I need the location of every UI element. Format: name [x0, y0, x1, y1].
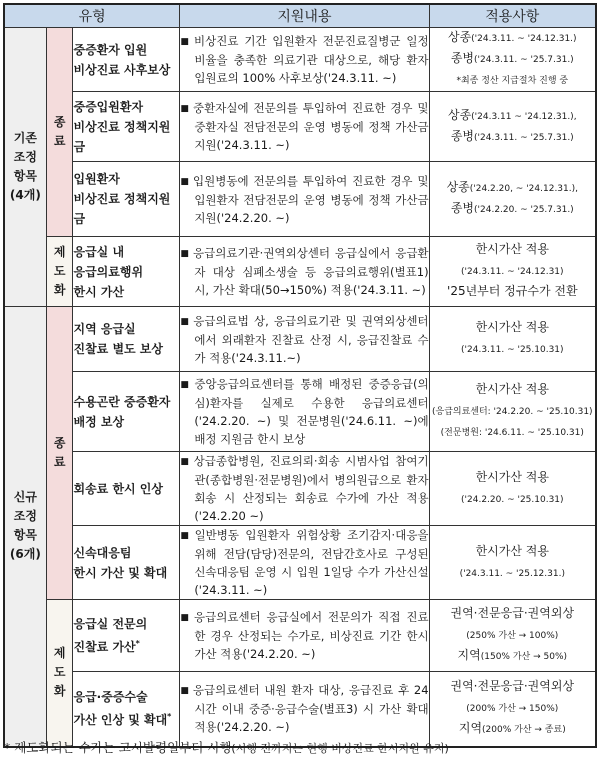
support-content: [180, 672, 429, 747]
apply-line: [430, 422, 595, 443]
item-name-text: 응급·중증수술: [73, 690, 148, 705]
item-name-line: [73, 707, 179, 730]
apply-line: [430, 28, 595, 49]
square-bullet-icon: ■: [180, 613, 192, 623]
apply-line: [430, 563, 595, 584]
item-name: [73, 92, 180, 162]
item-name: [73, 452, 180, 526]
apply-info: [429, 237, 596, 307]
apply-period: ('24.3.11. ~ '24.12.31): [461, 267, 564, 277]
subgroup-label-char: 화: [53, 684, 66, 699]
apply-period: (150% 가산 → 50%): [480, 652, 568, 662]
footnote-detail: (시행 전까지는 현행 비상진료 한시지원 유지): [231, 742, 449, 755]
item-name-text: 한시 가산: [73, 284, 125, 299]
table-row: [4, 526, 596, 600]
apply-period: ('24.2.20, ~ '24.12.31.),: [469, 184, 578, 194]
apply-info: [429, 526, 596, 600]
content-text: 응급의료센터 응급실에서 전문의가 직접 진료한 경우 산정되는 수가로, 비상진료 기간 한시 가산 적용('24.2.20. ~): [194, 610, 429, 661]
apply-period: (250% 가산 → 100%): [466, 631, 559, 641]
apply-line: [430, 542, 595, 563]
subgroup-inst1: [46, 237, 73, 307]
apply-line: [430, 106, 595, 127]
apply-period: ('24.3.11 ~ '24.12.31.),: [471, 111, 577, 122]
group-label-line: (4개): [9, 188, 41, 202]
subgroup-label-char: 도: [53, 665, 66, 680]
apply-info: [429, 372, 596, 452]
footnote-main: * 제도화되는 수가는 고시발령일부터 시행: [4, 740, 232, 755]
item-name-text: 지역 응급실: [73, 322, 136, 336]
apply-info: [429, 672, 596, 747]
apply-line: [430, 178, 595, 199]
square-bullet-icon: ■: [180, 316, 191, 327]
item-name-text: 가산 인상 및 확대: [73, 713, 168, 728]
apply-main: 지역: [458, 721, 483, 736]
apply-main: 한시가산 적용: [475, 543, 549, 558]
subgroup-fee1: [46, 28, 73, 237]
apply-main: 지역: [457, 648, 481, 662]
item-name-line: [73, 479, 179, 499]
header-content: 지원내용: [180, 4, 429, 28]
apply-line: [430, 677, 595, 698]
apply-line: [430, 604, 595, 625]
header-apply: 적용사항: [429, 4, 596, 28]
content-text: 응급의료법 상, 응급의료기관 및 권역외상센터에서 외래환자 진찰료 산정 시, 응급진찰료 수가 적용('24.3.11.~): [193, 313, 429, 365]
apply-period: ('24.3.11. ~ '25.12.31.): [459, 568, 565, 579]
table-row: [4, 162, 596, 237]
table-row: [4, 92, 596, 162]
apply-period: (200% 가산 → 150%): [466, 704, 559, 715]
item-name-line: [73, 117, 179, 157]
item-name-line: [73, 40, 179, 60]
content-line: [180, 32, 428, 87]
table-row: [4, 672, 596, 747]
apply-line: [430, 240, 595, 261]
apply-line: [430, 698, 595, 719]
footnote-mark: *: [135, 639, 140, 648]
apply-main: '25년부터 정규수가 전환: [447, 284, 578, 298]
subgroup-inst2: [46, 600, 73, 747]
content-text: 응급의료기관·권역외상센터 응급실에서 응급환자 대상 심폐소생술 등 응급의료행위(별표1) 시, 가산 확대(50→150%) 적용('24.3.11. ~): [193, 246, 429, 297]
square-bullet-icon: ■: [180, 380, 192, 390]
item-name-line: [73, 543, 179, 563]
table-row: [4, 28, 596, 92]
apply-info: [429, 307, 596, 372]
item-name-line: [73, 687, 179, 707]
subgroup-label-char: 료: [53, 134, 66, 148]
item-name: [73, 28, 180, 92]
apply-period: ('24.3.11. ~ '24.12.31.): [471, 34, 577, 44]
support-content: [180, 307, 429, 372]
subgroup-fee2: [46, 307, 73, 600]
content-text: 중앙응급의료센터를 통해 배정된 중증응급(의심)환자를 실제로 수용한 응급의료센터('24.2.20. ~) 및 전문병원('24.6.11. ~)에 배정 지원금 한시 보상: [194, 377, 429, 446]
subgroup-label-char: 화: [53, 283, 66, 297]
apply-line: [430, 199, 595, 220]
apply-main: 종병: [450, 128, 475, 143]
content-line: [180, 375, 428, 448]
item-name-text: 응급실 내: [73, 244, 125, 259]
item-name-text: 진찰료 별도 보상: [73, 342, 163, 356]
item-name-text: 배정 보상: [73, 414, 125, 429]
support-content: [180, 162, 429, 237]
header-type: 유형: [4, 4, 180, 28]
apply-main: 상종: [447, 30, 472, 44]
content-line: [180, 608, 428, 663]
apply-line: [430, 401, 595, 422]
content-line: [180, 312, 428, 367]
item-name: [73, 672, 180, 747]
apply-info: [429, 28, 596, 92]
item-name-line: [73, 319, 179, 339]
item-name-text: 신속대응팀: [73, 545, 132, 560]
square-bullet-icon: ■: [180, 37, 192, 47]
apply-main: 한시가산 적용: [475, 320, 549, 334]
apply-line: [430, 468, 595, 489]
footnote: [4, 738, 449, 756]
square-bullet-icon: ■: [180, 531, 192, 541]
apply-line: [430, 339, 595, 360]
apply-info: [429, 92, 596, 162]
item-name: [73, 237, 180, 307]
group-label-line: 항목: [13, 528, 37, 543]
item-name-line: [73, 60, 179, 80]
item-name-line: [73, 614, 179, 634]
square-bullet-icon: ■: [180, 457, 191, 467]
table-row: [4, 237, 596, 307]
table-header-row: [4, 4, 596, 28]
item-name-line: [73, 563, 179, 583]
subgroup-label-char: 제: [53, 245, 66, 259]
apply-period: (전문병원: '24.6.11. ~ '25.10.31): [440, 428, 584, 438]
apply-main: 상종: [446, 180, 470, 194]
subgroup-label-char: 도: [53, 264, 66, 278]
item-name: [73, 162, 180, 237]
footnote-mark: *: [167, 712, 172, 722]
item-name-text: 응급실 전문의: [73, 617, 148, 631]
content-line: [180, 99, 428, 154]
apply-info: [429, 162, 596, 237]
content-text: 입원병동에 전문의를 투입하여 진료한 경우 및 입원환자 전담전문의 운영 병동에 정책 가산금 지원('24.2.20. ~): [193, 173, 429, 225]
item-name-line: [73, 242, 179, 262]
apply-period: (응급의료센터: '24.2.20. ~ '25.10.31): [431, 407, 593, 417]
support-content: [180, 92, 429, 162]
apply-line: [430, 380, 595, 401]
content-line: [180, 244, 428, 299]
support-content: [180, 372, 429, 452]
apply-period: ('24.3.11. ~ '25.10.31): [461, 345, 564, 355]
support-table: [3, 3, 597, 748]
item-name-line: [73, 169, 179, 189]
subgroup-label-char: 종: [53, 436, 66, 450]
apply-line: [430, 127, 595, 148]
item-name: [73, 526, 180, 600]
square-bullet-icon: ■: [180, 176, 191, 187]
apply-main: 권역·전문응급·권역외상: [450, 679, 575, 694]
content-line: [180, 526, 428, 599]
subgroup-label-char: 종: [53, 115, 66, 129]
square-bullet-icon: ■: [180, 104, 191, 114]
support-content: [180, 452, 429, 526]
apply-main: 권역·전문응급·권역외상: [450, 606, 575, 620]
apply-line: [430, 49, 595, 70]
apply-line: [430, 719, 595, 740]
apply-line: [430, 261, 595, 282]
apply-period: ('24.2.20. ~ '25.10.31): [461, 494, 564, 505]
item-name-line: [73, 262, 179, 282]
apply-line: [430, 489, 595, 510]
apply-main: 한시가산 적용: [475, 382, 549, 396]
group-label-line: 신규: [13, 490, 37, 505]
content-text: 상급종합병원, 진료의뢰·회송 시범사업 참여기관(종합병원·전문병원)에서 병의원급으로 환자 회송 시 산정되는 회송료 수가에 가산 적용('24.2.20 ~): [193, 454, 429, 523]
item-name-line: [73, 339, 179, 359]
content-text: 비상진료 기간 입원환자 전문진료질병군 일정 비율을 충족한 의료기관 대상으로, 해당 환자 입원료의 100% 사후보상('24.3.11. ~): [194, 34, 429, 85]
item-name-text: 중증환자 입원: [73, 42, 148, 57]
apply-period: ('24.2.20. ~ '25.7.31.): [474, 205, 574, 215]
subgroup-label-char: 료: [53, 455, 66, 469]
content-text: 응급의료센터 내원 환자 대상, 응급진료 후 24시간 이내 중증·응급수술(별표3) 시 가산 확대 적용('24.2.20. ~): [192, 683, 429, 735]
item-name: [73, 600, 180, 672]
item-name-text: 응급의료행위: [73, 264, 144, 279]
content-text: 중환자실에 전문의를 투입하여 진료한 경우 및 중환자실 전담전문의 운영 병동에 정책 가산금 지원('24.3.11. ~): [193, 101, 429, 152]
item-name-line: [73, 634, 179, 657]
group-existing: [4, 28, 46, 307]
apply-main: 종병: [450, 51, 475, 65]
item-name-text: 진찰료 가산: [73, 640, 136, 654]
item-name-line: [73, 392, 179, 412]
group-new: [4, 307, 46, 747]
group-label-line: 항목: [13, 169, 37, 183]
group-label-line: 조정: [13, 509, 37, 524]
apply-line: [430, 318, 595, 339]
apply-info: [429, 600, 596, 672]
item-name-line: [73, 412, 179, 432]
content-text: 일반병동 입원환자 위험상황 조기감지·대응을 위해 전담(담당)전문의, 전담간호사로 구성된 신속대응팀 운영 시 입원 1일당 수가 가산신설('24.3.11. ~): [194, 528, 429, 597]
apply-period: ('24.3.11. ~ '25.7.31.): [474, 55, 574, 65]
apply-main: 종병: [450, 201, 475, 215]
apply-main: 상종: [447, 107, 472, 122]
item-name-text: 입원환자: [73, 172, 120, 186]
support-content: [180, 28, 429, 92]
group-label-line: 기존: [13, 131, 37, 145]
square-bullet-icon: ■: [180, 686, 190, 697]
group-label-line: 조정: [13, 150, 37, 164]
subgroup-label-char: 제: [53, 646, 66, 661]
table-row: [4, 372, 596, 452]
item-name-text: 비상진료 사후보상: [73, 62, 171, 77]
group-label-line: (6개): [9, 547, 41, 562]
support-content: [180, 526, 429, 600]
apply-period: (200% 가산 → 종료): [482, 725, 566, 736]
item-name: [73, 372, 180, 452]
item-name-line: [73, 97, 179, 117]
apply-period: ('24.3.11. ~ '25.7.31.): [474, 132, 574, 143]
apply-line: [430, 646, 595, 667]
table-row: [4, 307, 596, 372]
apply-main: 한시가산 적용: [475, 242, 549, 256]
item-name-text: 회송료 한시 인상: [73, 481, 163, 496]
item-name-line: [73, 282, 179, 302]
apply-line: [430, 282, 595, 303]
item-name-text: 비상진료 정책지원금: [73, 192, 171, 226]
apply-info: [429, 452, 596, 526]
square-bullet-icon: ■: [180, 249, 191, 259]
content-line: [180, 681, 428, 736]
content-line: [180, 172, 428, 227]
apply-main: 한시가산 적용: [475, 469, 549, 484]
item-name-line: [73, 189, 179, 229]
item-name: [73, 307, 180, 372]
apply-note: *최종 정산 지급절차 진행 중: [456, 76, 569, 86]
apply-line: [430, 625, 595, 646]
item-name-text: 비상진료 정책지원금: [73, 119, 171, 154]
table-row: [4, 452, 596, 526]
support-content: [180, 237, 429, 307]
item-name-text: 수용곤란 중증환자: [73, 394, 171, 409]
table-row: [4, 600, 596, 672]
support-content: [180, 600, 429, 672]
item-name-text: 중증입원환자: [73, 99, 144, 114]
item-name-text: 한시 가산 및 확대: [73, 565, 168, 580]
content-line: [180, 452, 428, 525]
